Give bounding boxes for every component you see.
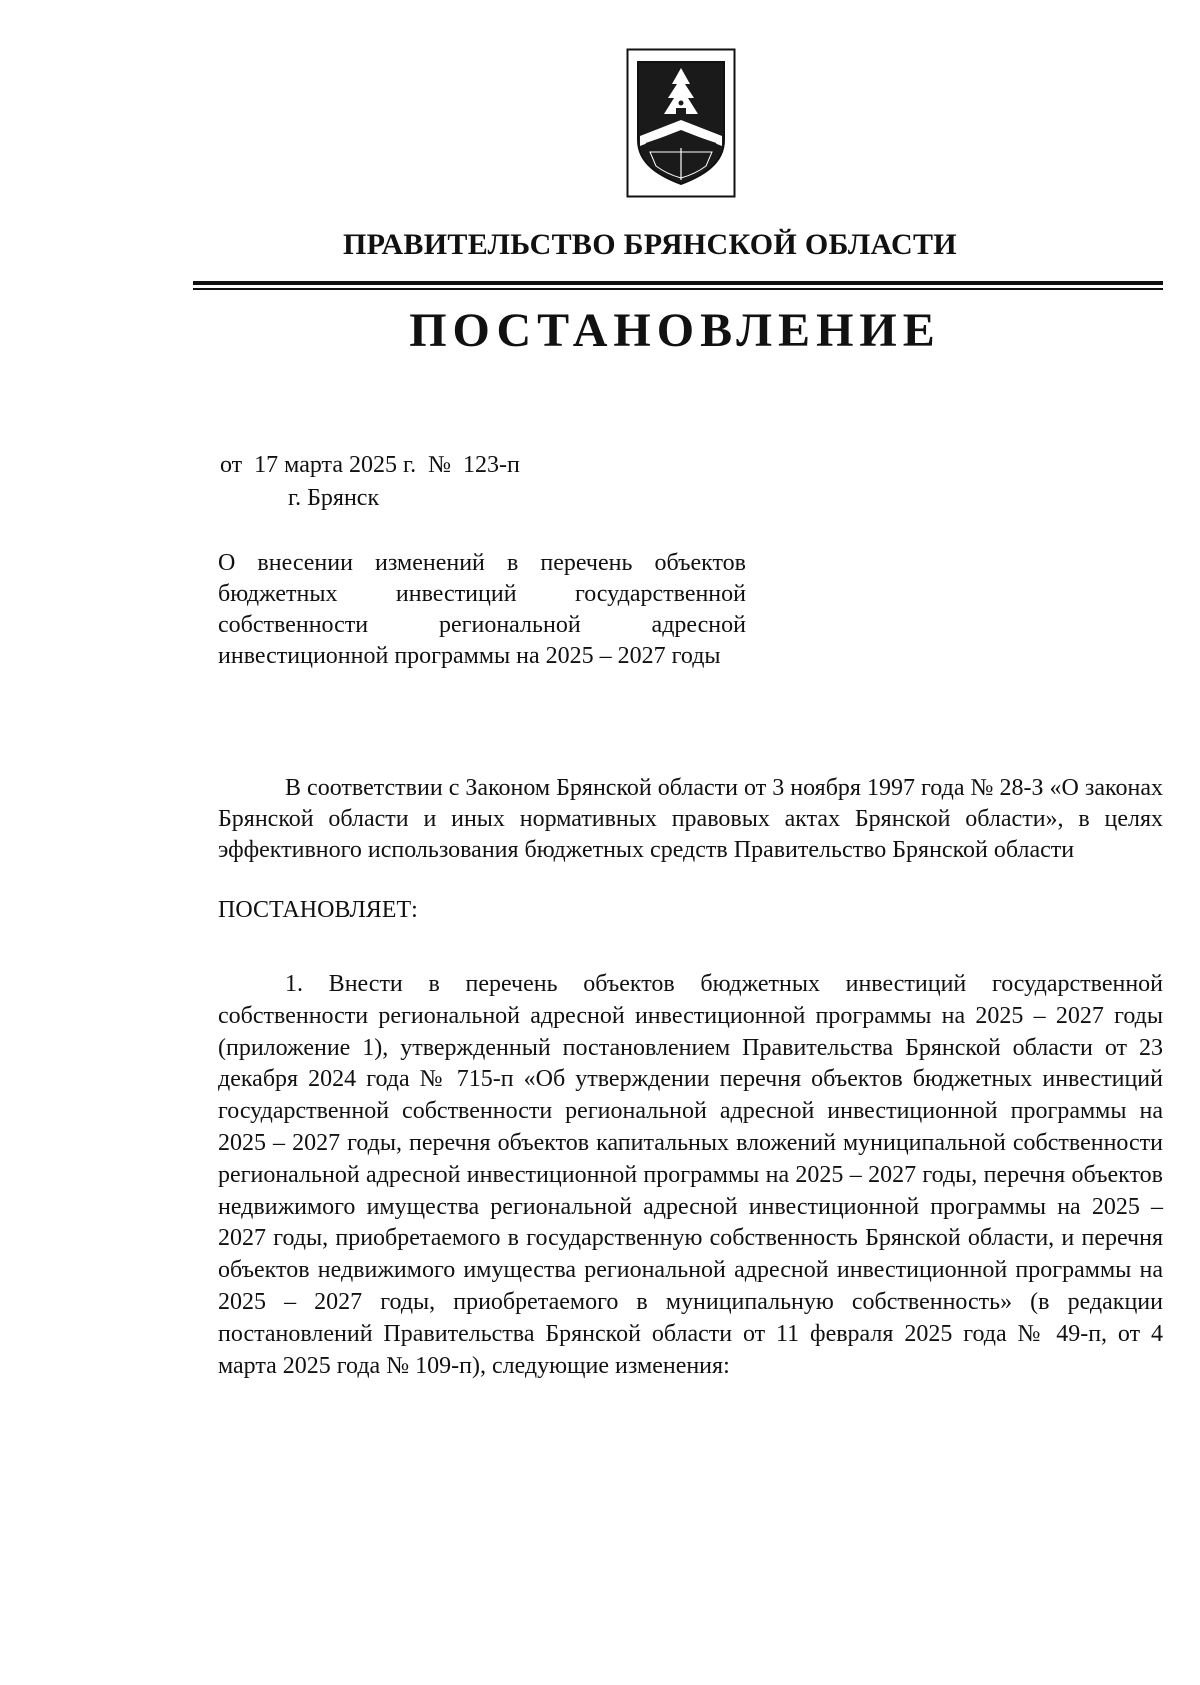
header-divider-thick (193, 281, 1163, 285)
coat-of-arms-emblem (626, 48, 736, 198)
preamble-paragraph: В соответствии с Законом Брянской области от 3 ноября 1997 года № 28-З «О законах Брянской области и иных нормативных правовых актах Брянской области», в целях эффективного использования бюджетных средств Правительство Брянской области (218, 775, 1163, 863)
document-date-number: от 17 марта 2025 г. № 123-п (220, 452, 520, 478)
point-1-paragraph: 1. Внести в перечень объектов бюджетных инвестиций государственной собственности региональной адресной инвестиционной программы на 2025 – 2027 годы (приложение 1), утвержденный постановлением Правительства Брянской области от 23 декабря 2024 года № 715-п «Об утверждении перечня объектов бюджетных инвестиций государственной собственности региональной адресной инвестиционной программы на 2025 – 2027 годы, перечня объектов капитальных вложений муниципальной собственности региональной адресной инвестиционной программы на 2025 – 2027 годы, перечня объектов недвижимого имущества региональной адресной инвестиционной программы на 2025 – 2027 годы, приобретаемого в государственную собственность Брянской области, и перечня объектов недвижимого имущества региональной адресной инвестиционной программы на 2025 – 2027 годы, приобретаемого в муниципальную собственность» (в редакции постановлений Правительства Брянской области от 11 февраля 2025 года № 49-п, от 4 марта 2025 года № 109-п), следующие изменения: (218, 971, 1163, 1379)
document-type-title: ПОСТАНОВЛЕНИЕ (409, 304, 941, 357)
organization-title: ПРАВИТЕЛЬСТВО БРЯНСКОЙ ОБЛАСТИ (343, 228, 957, 261)
document-subject: О внесении изменений в перечень объектов бюджетных инвестиций государственной собственности региональной адресной инвестиционной программы на 2025 – 2027 годы (218, 550, 746, 669)
document-city: г. Брянск (288, 485, 380, 511)
resolves-heading: ПОСТАНОВЛЯЕТ: (218, 897, 418, 923)
header-divider-thin (193, 288, 1163, 290)
